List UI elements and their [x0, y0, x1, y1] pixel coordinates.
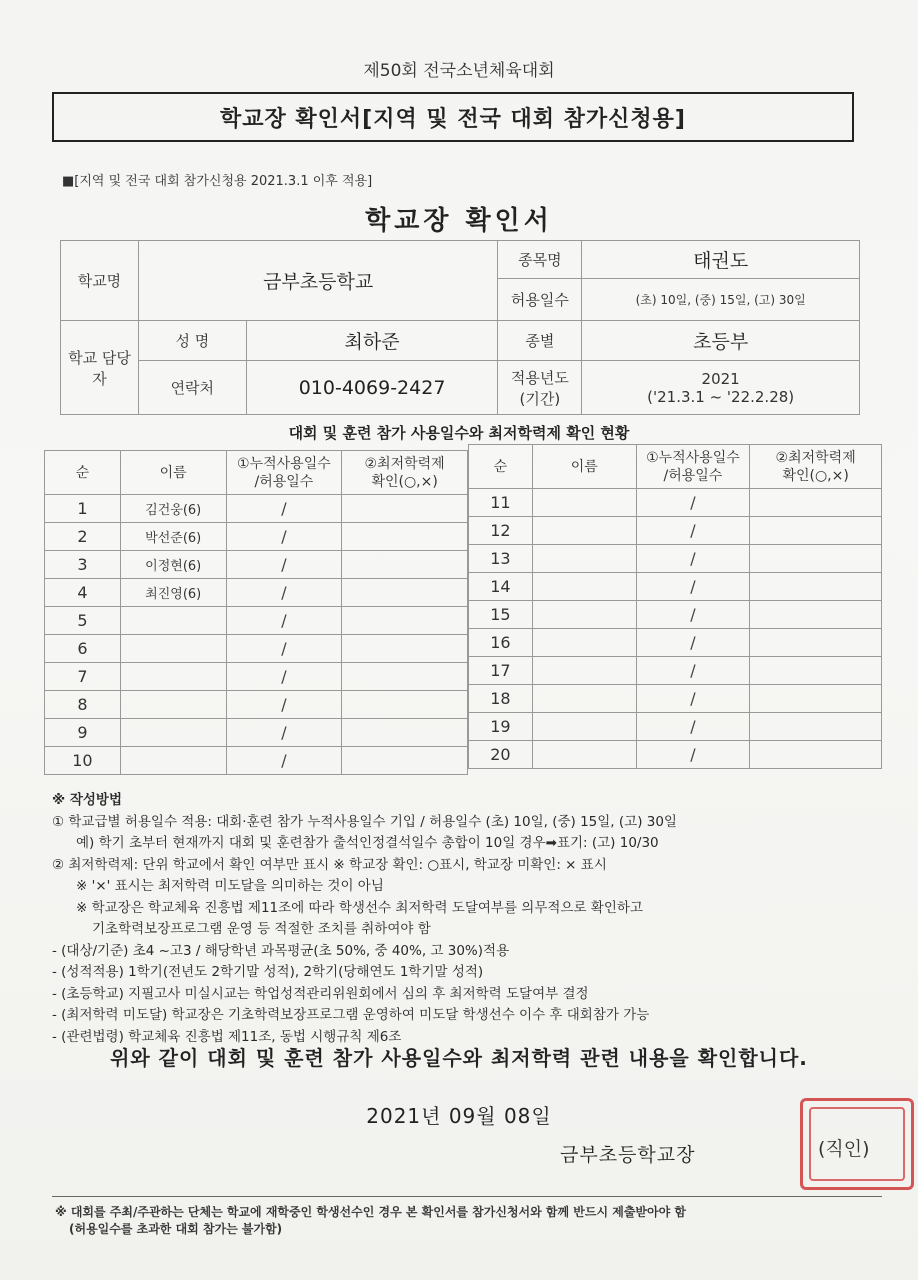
detail-5: - (관련법령) 학교체육 진흥법 제11조, 동법 시행규칙 제6조: [52, 1028, 402, 1045]
sport-label: 종목명: [498, 241, 582, 279]
header-no: 순: [469, 445, 533, 489]
school-label: 학교명: [61, 241, 139, 321]
table-row: 1 김건웅(6) /: [45, 495, 468, 523]
header-no: 순: [45, 451, 121, 495]
detail-3: - (초등학교) 지필고사 미실시교는 학업성적관리위원회에서 심의 후 최저학력 도달여부 결정: [52, 985, 589, 1002]
note-2: ② 최저학력제: 단위 학교에서 확인 여부만 표시 ※ 학교장 확인: ○표시, 학교장 미확인: × 표시: [52, 856, 607, 873]
table-row: 18 /: [469, 685, 882, 713]
writing-instructions: [52, 790, 882, 1048]
name-value: 최하준: [246, 321, 498, 361]
issue-date: 2021년 09월 08일: [366, 1104, 552, 1128]
table-row: 19 /: [469, 713, 882, 741]
division-value: 초등부: [582, 321, 860, 361]
note-1-example: 예) 학기 초부터 현재까지 대회 및 훈련참가 출석인정결석일수 총합이 10일 경우➡표기: (고) 10/30: [76, 835, 659, 851]
footer-line-2: (허용일수를 초과한 대회 참가는 불가함): [69, 1222, 283, 1236]
allowed-days-label: 허용일수: [498, 279, 582, 321]
student-list-right: [468, 444, 882, 769]
box-title: 학교장 확인서[지역 및 전국 대회 참가신청용]: [52, 92, 854, 142]
header-check: ②최저학력제 확인(○,×): [342, 451, 468, 495]
header-name: 이름: [532, 445, 636, 489]
table-row: 6 /: [45, 635, 468, 663]
year-cell: [582, 361, 860, 415]
year-value: 2021: [701, 369, 740, 388]
note-2b: ※ 학교장은 학교체육 진흥법 제11조에 따라 학생선수 최저학력 도달여부를 의무적으로 확인하고: [76, 899, 643, 916]
school-value: 금부초등학교: [138, 241, 498, 321]
footer-line-1: ※ 대회를 주최/주관하는 단체는 학교에 재학중인 학생선수인 경우 본 확인서를 참가신청서와 함께 반드시 제출받아야 함: [55, 1205, 686, 1219]
name-label: 성 명: [138, 321, 246, 361]
table-row: 3 이정현(6) /: [45, 551, 468, 579]
table-row: 12 /: [469, 517, 882, 545]
table-row: 4 최진영(6) /: [45, 579, 468, 607]
table-row: 15 /: [469, 601, 882, 629]
note-2c: 기초학력보장프로그램 운영 등 적절한 조치를 취하여야 함: [92, 921, 431, 937]
table-row: 9 /: [45, 719, 468, 747]
year-label: 적용년도 (기간): [498, 361, 582, 415]
event-title: 제50회 전국소년체육대회: [363, 61, 555, 81]
contact-value: 010-4069-2427: [246, 361, 498, 415]
header-check: ②최저학력제 확인(○,×): [750, 445, 882, 489]
table-row: 5 /: [45, 607, 468, 635]
contact-label: 연락처: [138, 361, 246, 415]
table-row: 10 /: [45, 747, 468, 775]
header-name: 이름: [120, 451, 226, 495]
table-row: 11 /: [469, 489, 882, 517]
sport-value: 태권도: [582, 241, 860, 279]
confirmation-statement: 위와 같이 대회 및 훈련 참가 사용일수와 최저학력 관련 내용을 확인합니다.: [110, 1046, 808, 1070]
table-row: 16 /: [469, 629, 882, 657]
table-row: 13 /: [469, 545, 882, 573]
table-row: 2 박선준(6) /: [45, 523, 468, 551]
list-header: [45, 451, 468, 495]
applicability-note: ■[지역 및 전국 대회 참가신청용 2021.3.1 이후 적용]: [62, 174, 373, 189]
table-row: 20 /: [469, 741, 882, 769]
table-row: 8 /: [45, 691, 468, 719]
period-value: ('21.3.1 ~ '22.2.28): [647, 387, 795, 406]
info-table: [60, 240, 860, 415]
header-days: ①누적사용일수 /허용일수: [226, 451, 342, 495]
student-list-left: [44, 450, 468, 775]
allowed-days-value: (초) 10일, (중) 15일, (고) 30일: [582, 279, 860, 321]
detail-4: - (최저학력 미도달) 학교장은 기초학력보장프로그램 운영하여 미도달 학생선수 이수 후 대회참가 가능: [52, 1007, 650, 1023]
seal-label: (직인): [818, 1138, 870, 1160]
notes-heading: ※ 작성방법: [52, 792, 122, 808]
detail-2: - (성적적용) 1학기(전년도 2학기말 성적), 2학기(당해연도 1학기말 성적): [52, 964, 484, 980]
table-row: 17 /: [469, 657, 882, 685]
footer-note: [55, 1204, 895, 1238]
note-1: ① 학교급별 허용일수 적용: 대회·훈련 참가 누적사용일수 기입 / 허용일수 (초) 10일, (중) 15일, (고) 30일: [52, 813, 677, 830]
footer-divider: [52, 1196, 882, 1197]
section-title: 대회 및 훈련 참가 사용일수와 최저학력제 확인 현황: [288, 424, 630, 442]
division-label: 종별: [498, 321, 582, 361]
header-days: ①누적사용일수 /허용일수: [636, 445, 750, 489]
table-row: 7 /: [45, 663, 468, 691]
principal-signature: 금부초등학교장: [560, 1144, 696, 1166]
note-2a: ※ '×' 표시는 최저학력 미도달을 의미하는 것이 아님: [76, 878, 384, 894]
detail-1: - (대상/기준) 초4 ~고3 / 해당학년 과목평균(초 50%, 중 40%, 고 30%)적용: [52, 942, 510, 959]
document-title: 학교장 확인서: [365, 206, 553, 236]
manager-label: 학교 담당자: [61, 321, 139, 415]
table-row: 14 /: [469, 573, 882, 601]
list-header: [469, 445, 882, 489]
